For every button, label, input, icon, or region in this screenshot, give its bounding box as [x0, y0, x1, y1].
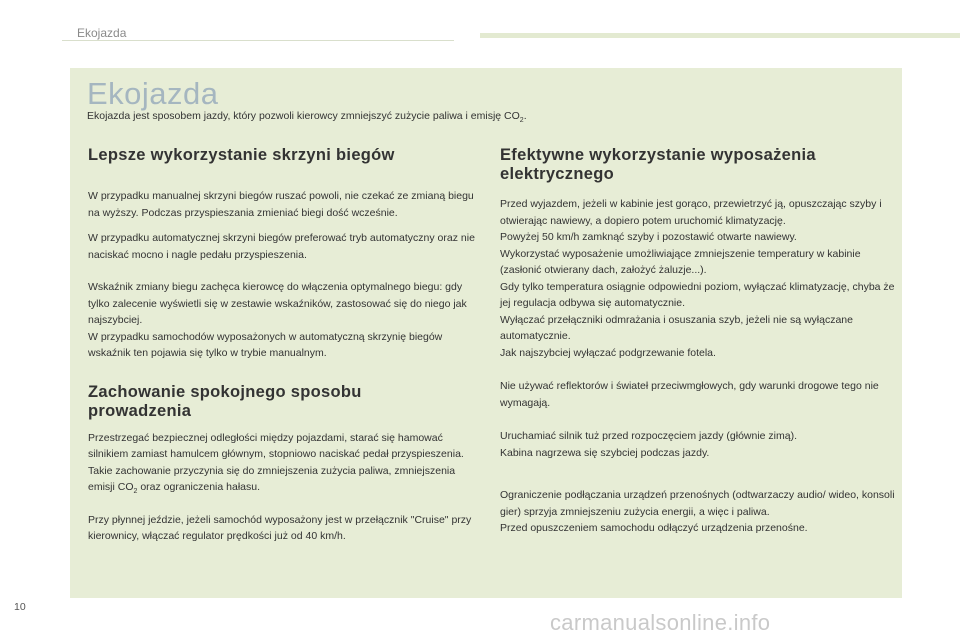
paragraph-gear-indicator: Wskaźnik zmiany biegu zachęca kierowcę do włączenia optymalnego biegu: gdy tylko zalecenie wyświetli się w zestawie wskaźników, zastosować się do niego jak najszybciej.: [88, 281, 467, 326]
paragraph-seat-heating: Jak najszybciej wyłączać podgrzewanie fotela.: [500, 346, 716, 359]
page-number: 10: [14, 601, 26, 613]
section-heading-driving: Zachowanie spokojnego sposobu prowadzenia: [88, 382, 362, 420]
paragraph-gear-indicator-auto: W przypadku samochodów wyposażonych w automatyczną skrzynię biegów wskaźnik ten pojawia się tylko w trybie manualnym.: [88, 330, 443, 359]
paragraph-portable-devices: Ograniczenie podłączania urządzeń przenośnych (odtwarzaczy audio/ wideo, konsoli gier) sprzyja zmniejszeniu zużycia energii, a więc i paliwa.: [500, 489, 895, 518]
intro-text: Ekojazda jest sposobem jazdy, który pozwoli kierowcy zmniejszyć zużycie paliwa i emisję $CO_2$.: [87, 110, 527, 125]
header-rule-right: [480, 33, 960, 38]
paragraph-cabin-temperature: Wykorzystać wyposażenie umożliwiające zmniejszenie temperatury w kabinie (zasłonić otwierany dach, założyć żaluzje...).: [500, 247, 861, 276]
watermark: carmanualsonline.info: [550, 610, 771, 635]
paragraph-engine-start: Uruchamiać silnik tuż przed rozpoczęciem jazdy (głównie zimą).: [500, 430, 798, 442]
left-column: [88, 146, 478, 545]
running-header: Ekojazda: [77, 26, 127, 40]
paragraph-disconnect-devices: Przed opuszczeniem samochodu odłączyć urządzenia przenośne.: [500, 522, 808, 534]
page-title: Ekojazda: [87, 76, 219, 111]
paragraph-windows: Powyżej 50 km/h zamknąć szyby i pozostawić otwarte nawiewy.: [500, 231, 797, 243]
paragraph-defrost: Wyłączać przełączniki odmrażania i osuszania szyb, jeżeli nie są wyłączane automatycznie.: [500, 313, 853, 342]
section-heading-gearbox: Lepsze wykorzystanie skrzyni biegów: [88, 146, 395, 164]
paragraph-ventilation: Przed wyjazdem, jeżeli w kabinie jest gorąco, przewietrzyć ją, opuszczając szyby i otwierając nawiewy, a dopiero potem uruchomić klimatyzację.: [500, 198, 882, 227]
header-rule-left: [62, 40, 454, 41]
paragraph-automatic-gearbox: W przypadku automatycznej skrzyni biegów preferować tryb automatyczny oraz nie naciskać mocno i nagle pedału przyspieszenia.: [88, 232, 475, 261]
paragraph-cruise-control: Przy płynnej jeździe, jeżeli samochód wyposażony jest w przełącznik "Cruise" przy kierownicy, włączać regulator prędkości już od 40 km/h.: [88, 513, 472, 543]
paragraph-lights: Nie używać reflektorów i świateł przeciwmgłowych, gdy warunki drogowe tego nie wymagają.: [500, 380, 879, 409]
right-column: [500, 146, 895, 537]
paragraph-cabin-heating: Kabina nagrzewa się szybciej podczas jazdy.: [500, 446, 710, 459]
paragraph-manual-gearbox: W przypadku manualnej skrzyni biegów ruszać powoli, nie czekać ze zmianą biegu na wyższy. Podczas przyspieszania zmieniać biegi dość wcześnie.: [88, 190, 474, 219]
paragraph-air-conditioning: Gdy tylko temperatura osiągnie odpowiedni poziom, wyłączać klimatyzację, chyba że jej regulacja odbywa się automatycznie.: [500, 280, 895, 309]
paragraph-safe-distance: Przestrzegać bezpiecznej odległości między pojazdami, starać się hamować silnikiem zamiast hamulcem głównym, stopniowo naciskać pedał przyspieszenia. Takie zachowanie przyczynia się do zmniejszenia zużycia paliwa, zmniejszenia emisji $CO_2$ oraz ograniczenia hałasu.: [88, 431, 464, 496]
section-heading-electrical: Efektywne wykorzystanie wyposażenia elektrycznego: [500, 146, 816, 183]
